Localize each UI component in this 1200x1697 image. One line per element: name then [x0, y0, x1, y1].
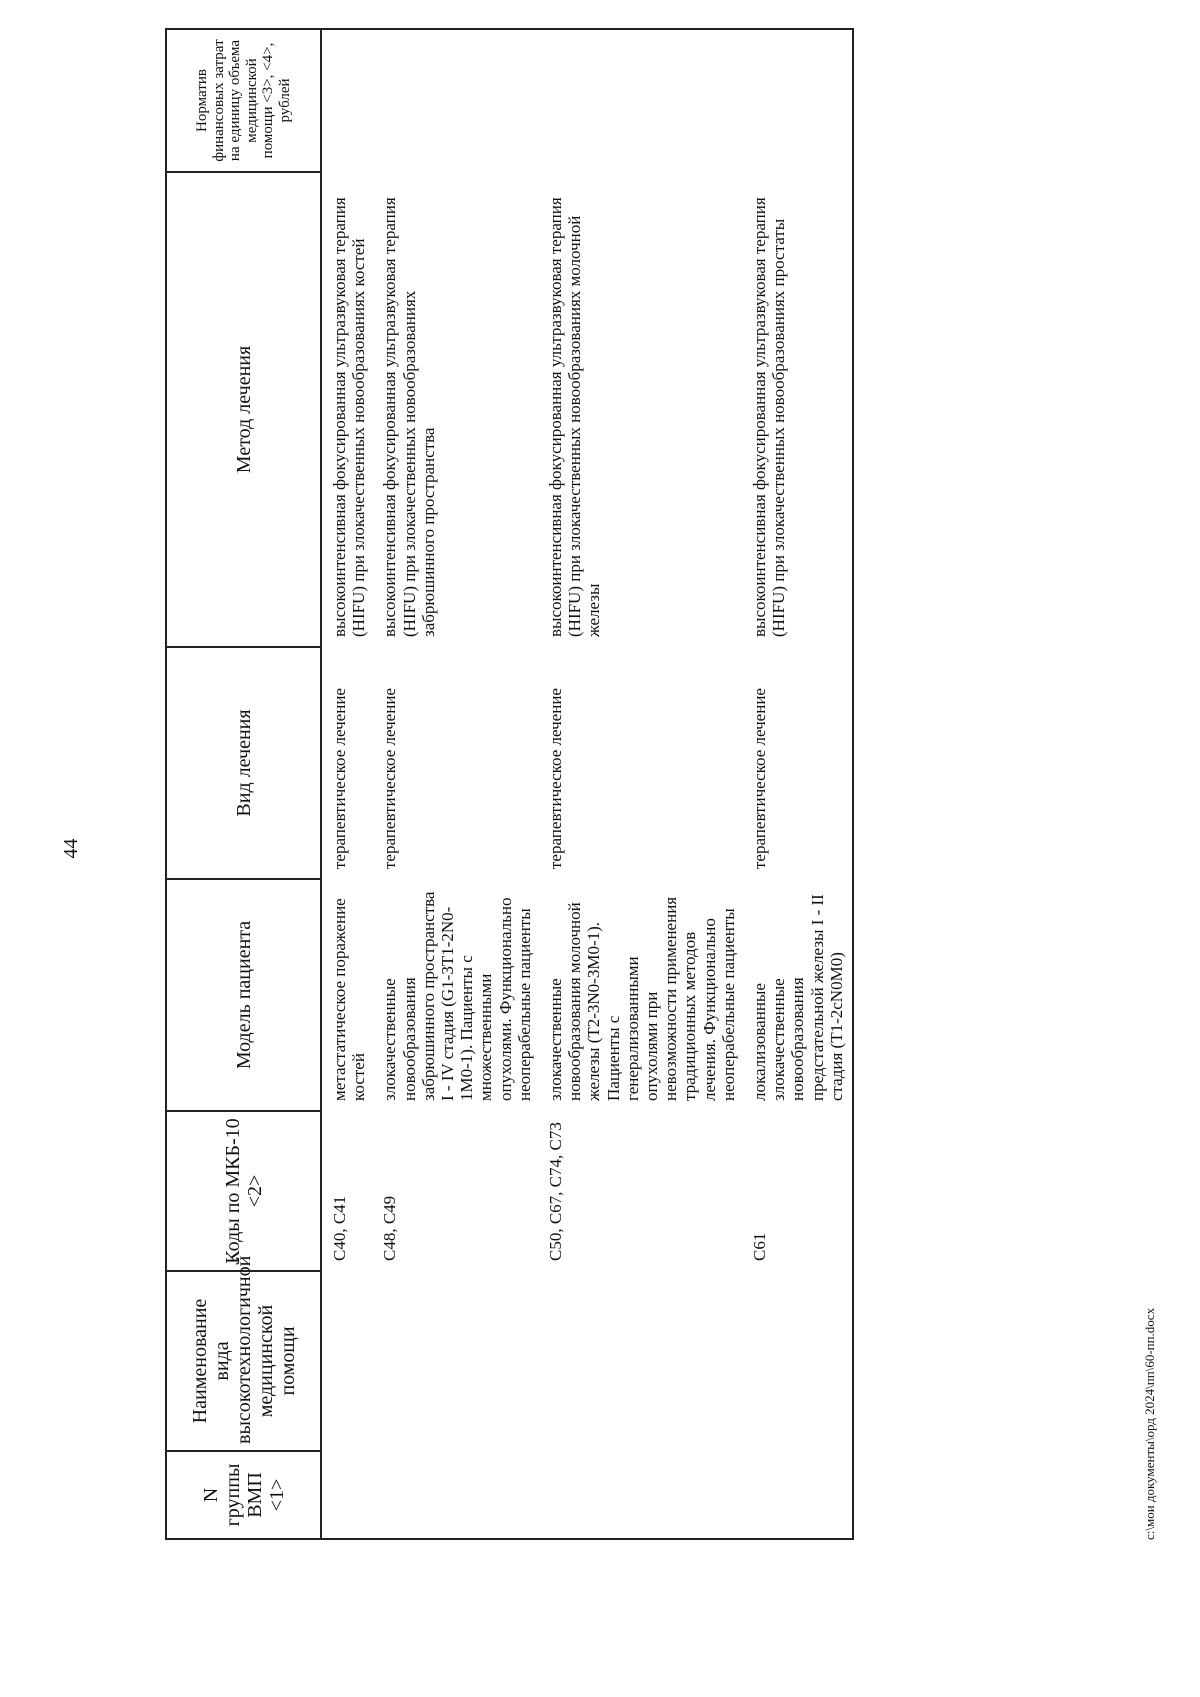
- header-treatment-method: Метод лечения: [166, 172, 321, 647]
- cell-treatment-method: высокоинтенсивная фокусированная ультразвуковая терапия (HIFU) при злокачественных новообразованиях простаты: [744, 172, 853, 647]
- cell-icd-codes: C40, C41: [330, 1195, 349, 1261]
- cell-cost: [540, 29, 744, 172]
- cell-group-no: [374, 1451, 540, 1539]
- header-treatment-type: Вид лечения: [166, 647, 321, 879]
- vmp-table: [165, 28, 854, 1540]
- cell-vmp-name: [321, 1271, 374, 1451]
- cell-treatment-method: высокоинтенсивная фокусированная ультразвуковая терапия (HIFU) при злокачественных новообразованиях забрюшинного пространства: [380, 197, 438, 637]
- cell-vmp-name: [374, 1271, 540, 1451]
- cell-vmp-name: [540, 1271, 744, 1451]
- cell-patient-model: метастатическое поражение костей: [330, 898, 369, 1101]
- cell-group-no: [540, 1451, 744, 1539]
- cell-treatment-type: терапевтическое лечение: [744, 647, 853, 879]
- cell-patient-model: злокачественные новообразования молочной железы (T2-3N0-3M0-1). Пациенты с генерализованными опухолями при невозможности применения традиционных методов лечения. Функционально неоперабельные пациенты: [546, 896, 738, 1101]
- cell-treatment-type: терапевтическое лечение: [546, 688, 566, 869]
- header-vmp-name: Наименование вида высокотехнологичной медицинской помощи: [166, 1271, 321, 1451]
- cell-patient-model: локализованные злокачественные новообразования предстательной железы I - II стадия (T1-2cN0M0): [744, 879, 853, 1111]
- header-group-no: N группы ВМП <1>: [166, 1451, 321, 1539]
- cell-cost: [321, 29, 374, 172]
- header-cost-standard: Норматив финансовых затрат на единицу объема медицинской помощи <3>, <4>, рублей: [166, 29, 321, 172]
- table-row: [744, 29, 853, 1539]
- cell-icd-codes: C48, C49: [380, 1195, 400, 1261]
- cell-group-no: [321, 1451, 374, 1539]
- cell-group-no: [744, 1451, 853, 1539]
- cell-cost: [744, 29, 853, 172]
- table-row: [321, 29, 374, 1539]
- cell-treatment-type: терапевтическое лечение: [380, 688, 400, 869]
- header-patient-model: Модель пациента: [166, 879, 321, 1111]
- table-row: [540, 29, 744, 1539]
- cell-vmp-name: [744, 1271, 853, 1451]
- table-row: [374, 29, 540, 1539]
- cell-cost: [374, 29, 540, 172]
- cell-icd-codes: C61: [744, 1111, 853, 1271]
- header-icd-codes: Коды по МКБ-10 <2>: [166, 1111, 321, 1271]
- table-header-row: [166, 29, 321, 1539]
- cell-treatment-type: терапевтическое лечение: [330, 688, 349, 869]
- cell-patient-model: злокачественные новообразования забрюшинного пространства I - IV стадия (G1-3T1-2N0-1M0-1). Пациенты с множественными опухолями. Функционально неоперабельные пациенты: [380, 891, 534, 1101]
- page-number: 44: [60, 838, 82, 859]
- cell-treatment-method: высокоинтенсивная фокусированная ультразвуковая терапия (HIFU) при злокачественных новообразованиях молочной железы: [546, 197, 604, 637]
- cell-icd-codes: C50, C67, C74, C73: [546, 1122, 566, 1261]
- footer-file-path: c:\мои документы\орд 2024\пп\60-пп.docx: [1142, 1307, 1157, 1540]
- cell-treatment-method: высокоинтенсивная фокусированная ультразвуковая терапия (HIFU) при злокачественных новообразованиях костей: [330, 197, 369, 637]
